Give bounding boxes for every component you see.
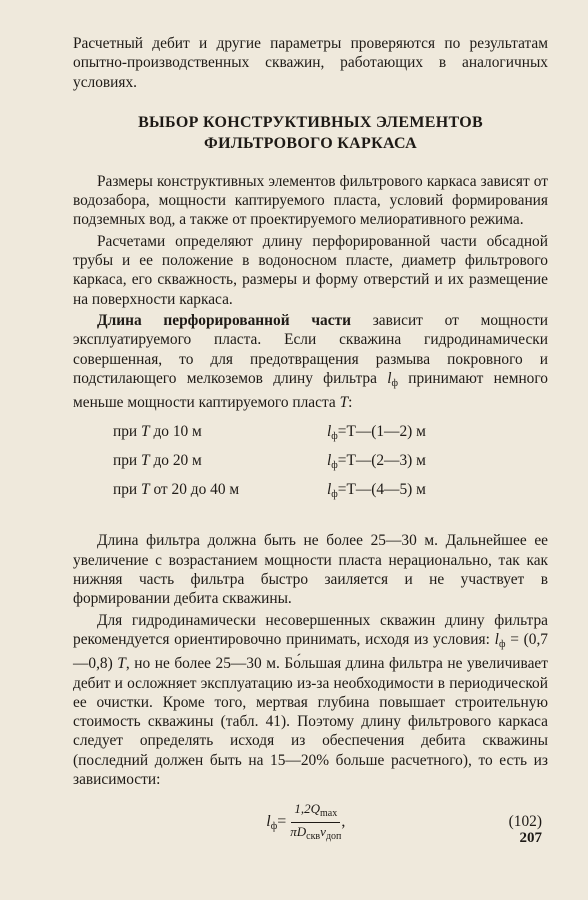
- paragraph-3-bold: Длина перфорированной части: [97, 311, 351, 329]
- equation-fraction: [290, 801, 341, 844]
- formula-expression: $l_ф=T—(2—3)$ м: [327, 452, 426, 472]
- formula-row: [113, 478, 548, 507]
- formula-expression: $l_ф=T—(4—5)$ м: [327, 481, 426, 501]
- equation-numerator: $1,2Q_{max}$: [291, 801, 340, 823]
- formula-row: [113, 420, 548, 449]
- paragraph-5: Для гидродинамически несовершенных скважин длину фильтра рекомендуется ориентировочно принимать, исходя из условия: $l_ф$ = (0,7—0,8) T, но не более 25—30 м. Бо́льшая длина фильтра не увеличивает дебит и осложняет эксплуатацию из-за необходимости в периодической ее очистки. Кроме того, мертвая глубина повышает строительную стоимость скважины (табл. 41). Поэтому длину фильтрового каркаса следует определять исходя из обеспечения дебита скважины (последний должен быть на 15—20% больше расчетного), то есть из зависимости:: [73, 611, 549, 789]
- formula-condition: при T до 20 м: [113, 452, 202, 470]
- thickness-symbol: T: [339, 394, 349, 412]
- formula-condition: при T от 20 до 40 м: [113, 481, 240, 499]
- page-number: 207: [519, 830, 542, 846]
- section-title: [73, 112, 548, 154]
- section-title-line1: ВЫБОР КОНСТРУКТИВНЫХ ЭЛЕМЕНТОВ: [138, 113, 483, 131]
- formula-list: [113, 420, 548, 507]
- equation-102: [73, 797, 548, 847]
- paragraph-3-text: зависит от мощности эксплуатируемого пласта. Если скважина гидродинамически совершенная, то для предотвращения размыва покровного и подстилающего мелкоземов длину фильтра: [73, 311, 548, 387]
- paragraph-4: Длина фильтра должна быть не более 25—30 м. Дальнейшее ее увеличение с возрастанием мощности пласта нерационально, так как нижняя часть фильтра быстро заиляется и не участвует в формировании дебита скважины.: [73, 532, 548, 608]
- equation-body: $l_ф$ = $\frac{1,2Q_{max}}{\pi D_{скв}v_{доп}}$ ,: [266, 800, 346, 842]
- paragraph-3-text2: принимают немного меньше мощности каптируемого пласта: [73, 369, 548, 412]
- paragraph-3: Длина перфорированной части зависит от мощности эксплуатируемого пласта. Если скважина гидродинамически совершенная, то для предотвращения размыва покровного и подстилающего мелкоземов длину фильтра $l_ф$ принимают немного меньше мощности каптируемого пласта T:: [73, 311, 548, 412]
- section-title-line2: ФИЛЬТРОВОГО КАРКАСА: [204, 134, 417, 152]
- equation-denominator: $\pi D_{скв}v_{доп}$: [290, 823, 342, 842]
- paragraph-2: Расчетами определяют длину перфорированной части обсадной трубы и ее положение в водоносном пласте, диаметр фильтрового каркаса, его скважность, размеры и форму отверстий и их размещение на поверхности каркаса.: [73, 232, 548, 308]
- filter-length-symbol: $l_ф$: [387, 369, 398, 389]
- formula-row: [113, 449, 548, 478]
- intro-paragraph: Расчетный дебит и другие параметры проверяются по результатам опытно-производственных скважин, работающих в аналогичных условиях.: [73, 35, 548, 91]
- equation-number: (102): [508, 813, 542, 831]
- paragraph-1: Размеры конструктивных элементов фильтрового каркаса зависят от водозабора, мощности каптируемого пласта, условий формирования подземных вод, а также от проектируемого мелиоративного режима.: [73, 172, 548, 229]
- formula-condition: при T до 10 м: [113, 423, 202, 441]
- formula-expression: $l_ф=T—(1—2)$ м: [327, 423, 426, 443]
- filter-length-symbol: $l_ф$: [494, 630, 506, 650]
